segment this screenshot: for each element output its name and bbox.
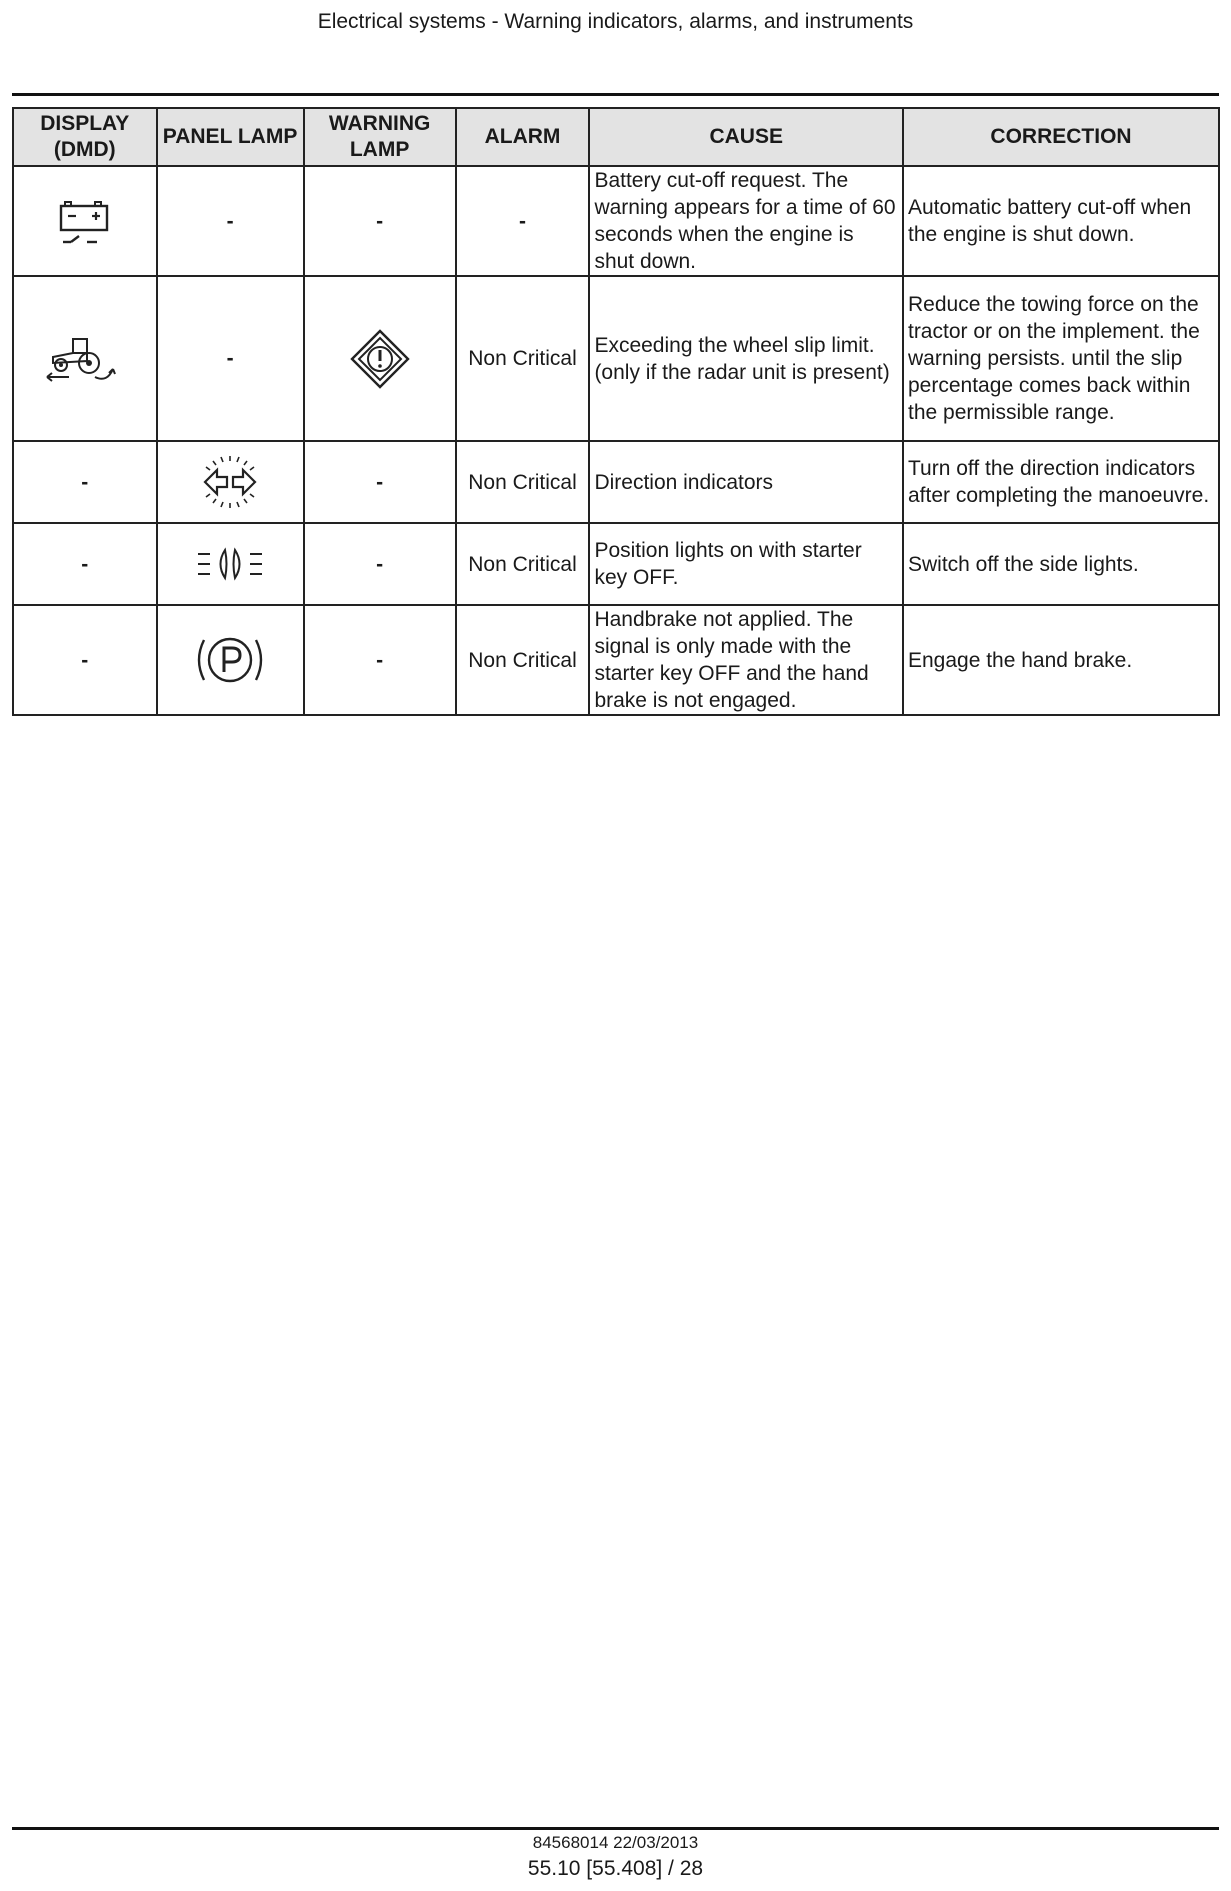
table-row <box>13 605 1219 715</box>
column-header-correction: CORRECTION <box>903 108 1219 166</box>
display-cell <box>13 276 157 441</box>
display-cell: - <box>13 605 157 715</box>
table-row <box>13 441 1219 523</box>
display-cell <box>13 166 157 276</box>
table-row <box>13 276 1219 441</box>
alarm-cell: Non Critical <box>456 605 590 715</box>
cause-cell: Position lights on with starter key OFF. <box>589 523 903 605</box>
warning-lamp-cell <box>304 276 456 441</box>
column-header-warning-lamp: WARNING LAMP <box>304 108 456 166</box>
battery-cutoff-icon <box>57 195 113 247</box>
display-cell: - <box>13 441 157 523</box>
panel-lamp-cell: - <box>157 276 304 441</box>
table-header-row <box>13 108 1219 166</box>
alarm-cell: Non Critical <box>456 523 590 605</box>
direction-indicators-icon <box>197 453 263 511</box>
column-header-panel-lamp: PANEL LAMP <box>157 108 304 166</box>
correction-cell: Turn off the direction indicators after completing the manoeuvre. <box>903 441 1219 523</box>
column-header-display: DISPLAY (DMD) <box>13 108 157 166</box>
warning-lamp-cell: - <box>304 523 456 605</box>
parking-brake-icon <box>190 630 270 690</box>
column-header-cause: CAUSE <box>589 108 903 166</box>
warning-lamp-cell: - <box>304 605 456 715</box>
panel-lamp-cell <box>157 605 304 715</box>
table-row <box>13 166 1219 276</box>
correction-cell: Reduce the towing force on the tractor or on the implement. the warning persists. until the slip percentage comes back within the permissible range. <box>903 276 1219 441</box>
footer-divider <box>12 1827 1219 1830</box>
panel-lamp-cell: - <box>157 166 304 276</box>
cause-cell: Exceeding the wheel slip limit. (only if the radar unit is present) <box>589 276 903 441</box>
cause-cell: Battery cut-off request. The warning appears for a time of 60 seconds when the engine is shut down. <box>589 166 903 276</box>
alarm-cell: Non Critical <box>456 441 590 523</box>
warning-lamp-cell: - <box>304 166 456 276</box>
correction-cell: Engage the hand brake. <box>903 605 1219 715</box>
display-cell: - <box>13 523 157 605</box>
cause-cell: Handbrake not applied. The signal is only made with the starter key OFF and the hand brake is not engaged. <box>589 605 903 715</box>
cause-cell: Direction indicators <box>589 441 903 523</box>
table-row <box>13 523 1219 605</box>
tractor-wheel-slip-icon <box>43 333 127 385</box>
alarm-cell: Non Critical <box>456 276 590 441</box>
column-header-alarm: ALARM <box>456 108 590 166</box>
panel-lamp-cell <box>157 523 304 605</box>
position-lights-icon <box>194 544 266 584</box>
alarm-cell: - <box>456 166 590 276</box>
correction-cell: Switch off the side lights. <box>903 523 1219 605</box>
warning-indicators-table <box>12 107 1220 716</box>
document-code: 84568014 22/03/2013 <box>532 1833 699 1852</box>
page-number: 55.10 [55.408] / 28 <box>527 1857 704 1880</box>
panel-lamp-cell <box>157 441 304 523</box>
diamond-exclamation-icon <box>349 328 411 390</box>
correction-cell: Automatic battery cut-off when the engine is shut down. <box>903 166 1219 276</box>
header-divider <box>12 93 1219 96</box>
page-header: Electrical systems - Warning indicators, alarms, and instruments <box>317 10 914 33</box>
warning-lamp-cell: - <box>304 441 456 523</box>
